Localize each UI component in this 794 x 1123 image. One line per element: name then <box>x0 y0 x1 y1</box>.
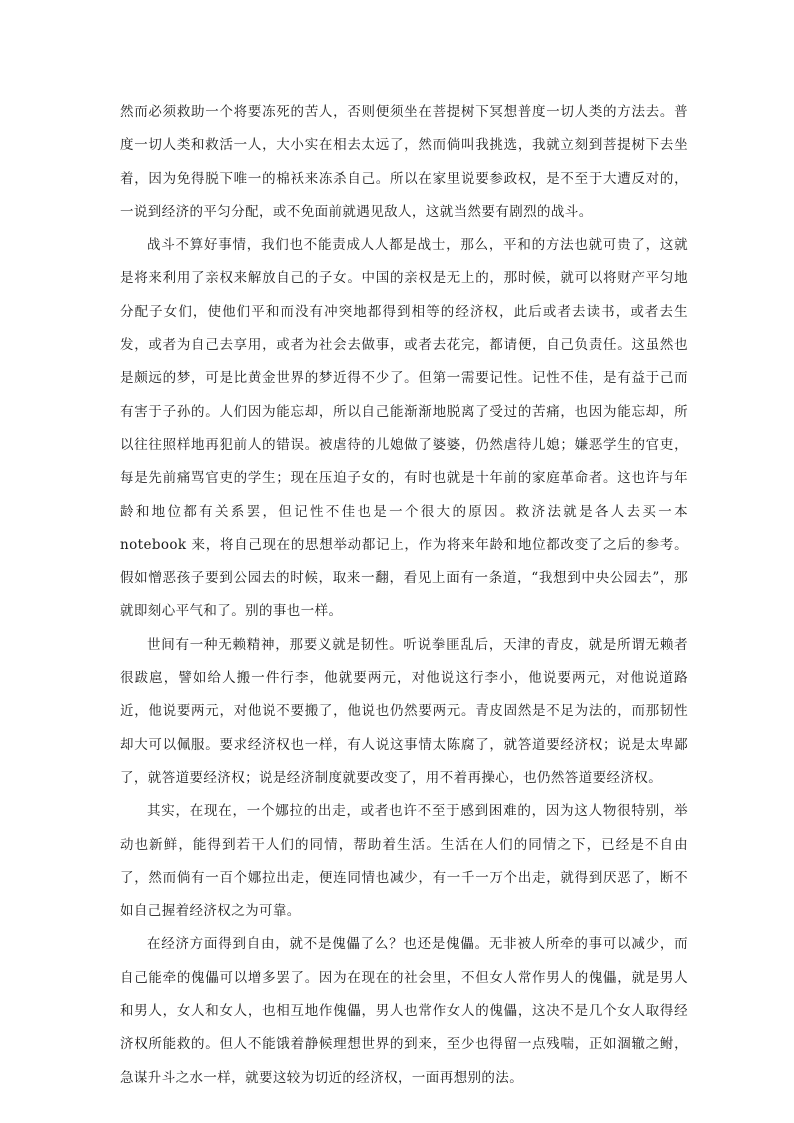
paragraph-4: 其实，在现在，一个娜拉的出走，或者也许不至于感到困难的，因为这人物很特别，举动也新鲜，能得到若干人们的同情，帮助着生活。生活在人们的同情之下，已经是不自由了，然而倘有一百个娜拉出走，便连同情也减少，有一千一万个出走，就得到厌恶了，断不如自己握着经济权之为可靠。 <box>120 803 688 920</box>
paragraph-3: 世间有一种无赖精神，那要义就是韧性。听说拳匪乱后，天津的青皮，就是所谓无赖者很跋扈，譬如给人搬一件行李，他就要两元，对他说这行李小，他说要两元，对他说道路近，他说要两元，对他说不要搬了，他说也仍然要两元。青皮固然是不足为法的，而那韧性却大可以佩服。要求经济权也一样，有人说这事情太陈腐了，就答道要经济权；说是太卑鄙了，就答道要经济权；说是经济制度就要改变了，用不着再操心，也仍然答道要经济权。 <box>120 636 688 786</box>
document-body <box>120 96 688 1095</box>
paragraph-2: 战斗不算好事情，我们也不能责成人人都是战士，那么，平和的方法也就可贵了，这就是将来利用了亲权来解放自己的子女。中国的亲权是无上的，那时候，就可以将财产平匀地分配子女们，使他们平和而没有冲突地都得到相等的经济权，此后或者去读书，或者去生发，或者为自己去享用，或者为社会去做事，或者去花完，都请便，自己负责任。这虽然也是颇远的梦，可是比黄金世界的梦近得不少了。但第一需要记性。记性不佳，是有益于己而有害于子孙的。人们因为能忘却，所以自己能渐渐地脱离了受过的苦痛，也因为能忘却，所以往往照样地再犯前人的错误。被虐待的儿媳做了婆婆，仍然虐待儿媳；嫌恶学生的官吏，每是先前痛骂官吏的学生；现在压迫子女的，有时也就是十年前的家庭革命者。这也许与年龄和地位都有关系罢，但记性不佳也是一个很大的原因。救济法就是各人去买一本 notebook 来，将自己现在的思想举动都记上，作为将来年龄和地位都改变了之后的参考。假如憎恶孩子要到公园去的时候，取来一翻，看见上面有一条道，“我想到中央公园去”，那就即刻心平气和了。别的事也一样。 <box>120 237 688 620</box>
paragraph-5: 在经济方面得到自由，就不是傀儡了么？也还是傀儡。无非被人所牵的事可以减少，而自己能牵的傀儡可以增多罢了。因为在现在的社会里，不但女人常作男人的傀儡，就是男人和男人，女人和女人，也相互地作傀儡，男人也常作女人的傀儡，这决不是几个女人取得经济权所能救的。但人不能饿着静候理想世界的到来，至少也得留一点残喘，正如涸辙之鲋，急谋升斗之水一样，就要这较为切近的经济权，一面再想别的法。 <box>120 936 688 1086</box>
paragraph-1: 然而必须救助一个将要冻死的苦人，否则便须坐在菩提树下冥想普度一切人类的方法去。普度一切人类和救活一人，大小实在相去太远了，然而倘叫我挑选，我就立刻到菩提树下去坐着，因为免得脱下唯一的棉袄来冻杀自己。所以在家里说要参政权，是不至于大遭反对的，一说到经济的平匀分配，或不免面前就遇见敌人，这就当然要有剧烈的战斗。 <box>120 104 688 220</box>
